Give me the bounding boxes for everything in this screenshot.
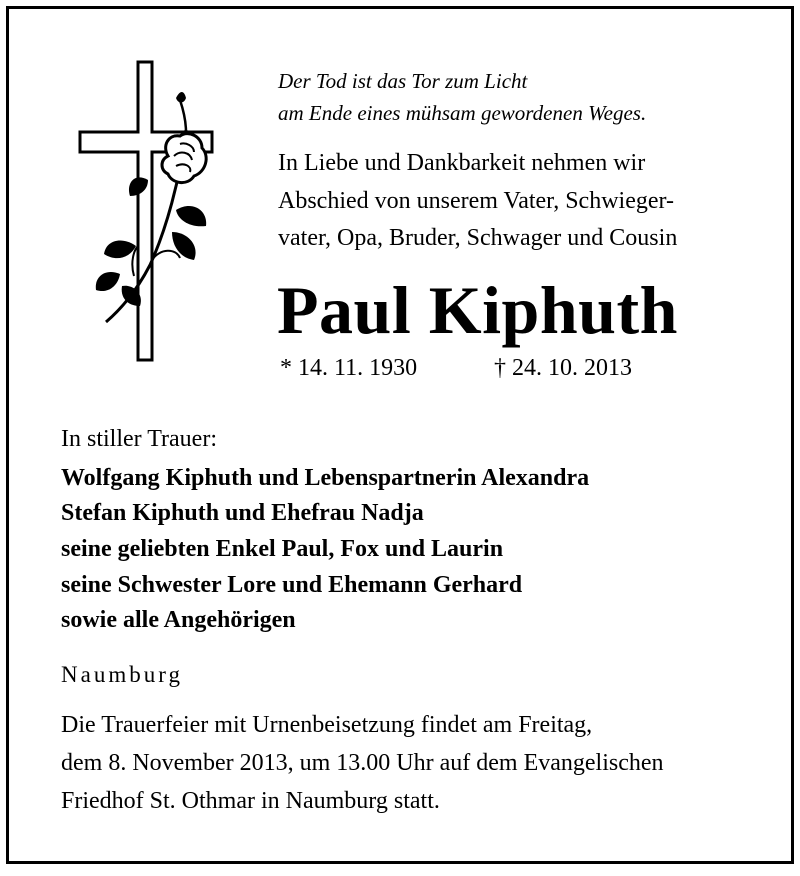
quote-line-2: am Ende eines mühsam gewordenen Weges. xyxy=(278,101,647,125)
deceased-name: Paul Kiphuth xyxy=(277,272,678,348)
intro-line-3: vater, Opa, Bruder, Schwager und Cousin xyxy=(278,225,678,251)
mourner-line: Stefan Kiphuth und Ehefrau Nadja xyxy=(61,500,424,526)
quote-line-1: Der Tod ist das Tor zum Licht xyxy=(278,69,528,93)
notice-line-2: dem 8. November 2013, um 13.00 Uhr auf dem Evangelischen xyxy=(61,750,664,776)
mourner-line: sowie alle Angehörigen xyxy=(61,607,296,633)
town-name: Naumburg xyxy=(61,662,183,687)
intro-line-1: In Liebe und Dankbarkeit nehmen wir xyxy=(278,150,646,176)
notice-line-3: Friedhof St. Othmar in Naumburg statt. xyxy=(61,788,440,814)
notice-line-1: Die Trauerfeier mit Urnenbeisetzung findet am Freitag, xyxy=(61,712,593,738)
mourner-line: seine geliebten Enkel Paul, Fox und Laurin xyxy=(61,536,504,562)
mourning-heading: In stiller Trauer: xyxy=(61,426,217,452)
mourner-line: seine Schwester Lore und Ehemann Gerhard xyxy=(61,572,523,598)
intro-line-2: Abschied von unserem Vater, Schwieger- xyxy=(278,188,674,214)
mourner-line: Wolfgang Kiphuth und Lebenspartnerin Alexandra xyxy=(61,465,590,491)
birth-date: * 14. 11. 1930 xyxy=(280,355,418,381)
death-date: † 24. 10. 2013 xyxy=(494,355,632,381)
cross-with-rose-icon xyxy=(76,60,226,362)
